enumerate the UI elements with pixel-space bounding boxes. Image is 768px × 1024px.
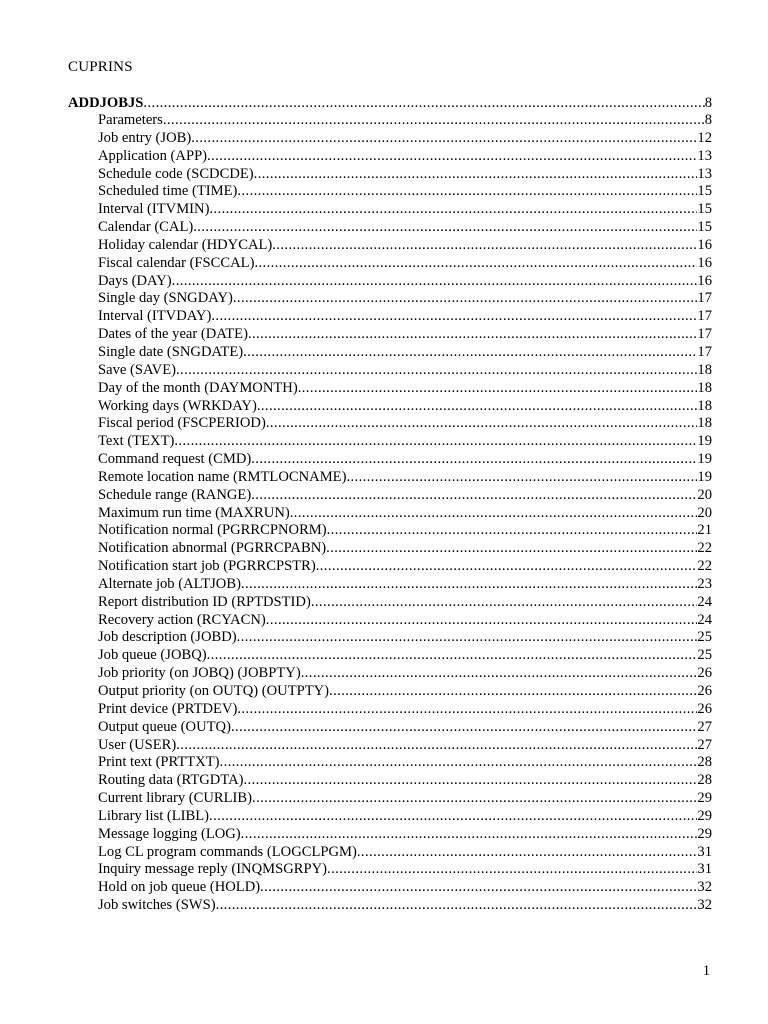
toc-entry-page-number: 17 bbox=[697, 326, 712, 343]
toc-subsection-entry[interactable] bbox=[68, 719, 712, 737]
toc-entry-page-number: 28 bbox=[697, 772, 712, 789]
toc-dot-leader bbox=[254, 166, 698, 184]
toc-entry-page-number: 24 bbox=[697, 593, 712, 610]
toc-subsection-entry[interactable] bbox=[68, 344, 712, 362]
toc-entry-page-number: 18 bbox=[697, 361, 712, 378]
toc-entry-page-number: 21 bbox=[697, 522, 712, 539]
toc-entry-page-number: 25 bbox=[697, 647, 712, 664]
toc-dot-leader bbox=[316, 558, 698, 576]
toc-subsection-entry[interactable] bbox=[68, 290, 712, 308]
toc-entry-label: Days (DAY) bbox=[98, 272, 172, 289]
toc-subsection-entry[interactable] bbox=[68, 540, 712, 558]
toc-entry-label: Job description (JOBD) bbox=[98, 629, 237, 646]
toc-dot-leader bbox=[241, 826, 698, 844]
toc-subsection-entry[interactable] bbox=[68, 522, 712, 540]
toc-entry-label: Calendar (CAL) bbox=[98, 219, 194, 236]
toc-entry-label: Routing data (RTGDTA) bbox=[98, 772, 244, 789]
toc-subsection-entry[interactable] bbox=[68, 844, 712, 862]
toc-entry-page-number: 28 bbox=[697, 754, 712, 771]
toc-entry-page-number: 20 bbox=[697, 504, 712, 521]
toc-entry-label: Job switches (SWS) bbox=[98, 897, 216, 914]
toc-dot-leader bbox=[327, 861, 697, 879]
toc-dot-leader bbox=[254, 255, 697, 273]
toc-dot-leader bbox=[143, 94, 704, 112]
toc-subsection-entry[interactable] bbox=[68, 683, 712, 701]
toc-subsection-entry[interactable] bbox=[68, 469, 712, 487]
toc-dot-leader bbox=[176, 737, 697, 755]
toc-dot-leader bbox=[241, 576, 697, 594]
toc-entry-page-number: 15 bbox=[697, 183, 712, 200]
toc-subsection-entry[interactable] bbox=[68, 790, 712, 808]
toc-entry-label: Hold on job queue (HOLD) bbox=[98, 879, 261, 896]
toc-entry-label: User (USER) bbox=[98, 736, 177, 753]
toc-dot-leader bbox=[326, 540, 697, 558]
toc-dot-leader bbox=[216, 897, 698, 915]
toc-entry-page-number: 8 bbox=[704, 112, 712, 128]
toc-entry-label: Single day (SNGDAY) bbox=[98, 290, 233, 307]
toc-entry-page-number: 18 bbox=[697, 379, 712, 396]
toc-entry-page-number: 16 bbox=[697, 272, 712, 289]
toc-subsection-entry[interactable] bbox=[68, 183, 712, 201]
toc-entry-page-number: 26 bbox=[697, 683, 712, 699]
toc-subsection-entry[interactable] bbox=[68, 647, 712, 665]
toc-entry-label: Alternate job (ALTJOB) bbox=[98, 575, 241, 592]
toc-entry-page-number: 26 bbox=[697, 700, 712, 717]
toc-entry-page-number: 19 bbox=[697, 451, 712, 468]
toc-subsection-entry[interactable] bbox=[68, 629, 712, 647]
toc-subsection-entry[interactable] bbox=[68, 737, 712, 755]
toc-dot-leader bbox=[252, 790, 697, 808]
toc-subsection-entry[interactable] bbox=[68, 255, 712, 273]
toc-entry-page-number: 13 bbox=[697, 147, 712, 164]
toc-subsection-entry[interactable] bbox=[68, 130, 712, 148]
toc-dot-leader bbox=[176, 362, 697, 380]
toc-entry-label: Maximum run time (MAXRUN) bbox=[98, 504, 290, 521]
toc-dot-leader bbox=[174, 433, 697, 451]
table-of-contents bbox=[68, 94, 712, 915]
toc-dot-leader bbox=[248, 326, 697, 344]
toc-entry-label: Parameters bbox=[98, 112, 163, 128]
toc-entry-page-number: 12 bbox=[697, 129, 712, 146]
toc-entry-label: Command request (CMD) bbox=[98, 451, 252, 468]
toc-subsection-entry[interactable] bbox=[68, 326, 712, 344]
toc-entry-label: Single date (SNGDATE) bbox=[98, 343, 244, 360]
toc-entry-page-number: 17 bbox=[697, 308, 712, 325]
toc-subsection-entry[interactable] bbox=[68, 612, 712, 630]
toc-subsection-entry[interactable] bbox=[68, 362, 712, 380]
toc-subsection-entry[interactable] bbox=[68, 451, 712, 469]
toc-entry-page-number: 26 bbox=[697, 665, 712, 682]
toc-subsection-entry[interactable] bbox=[68, 273, 712, 291]
toc-subsection-entry[interactable] bbox=[68, 576, 712, 594]
toc-entry-label: Print text (PRTTXT) bbox=[98, 754, 220, 771]
toc-dot-leader bbox=[301, 665, 698, 683]
toc-entry-page-number: 19 bbox=[697, 468, 712, 485]
page-number: 1 bbox=[702, 963, 710, 979]
toc-dot-leader bbox=[233, 290, 698, 308]
toc-entry-page-number: 17 bbox=[697, 290, 712, 307]
toc-subsection-entry[interactable] bbox=[68, 665, 712, 683]
toc-entry-page-number: 29 bbox=[697, 807, 712, 824]
toc-subsection-entry[interactable] bbox=[68, 861, 712, 879]
toc-entry-page-number: 23 bbox=[697, 575, 712, 592]
toc-subsection-entry[interactable] bbox=[68, 826, 712, 844]
toc-dot-leader bbox=[207, 647, 698, 665]
toc-dot-leader bbox=[163, 112, 705, 130]
toc-entry-label: Text (TEXT) bbox=[98, 433, 175, 450]
toc-subsection-entry[interactable] bbox=[68, 219, 712, 237]
toc-entry-label: Job queue (JOBQ) bbox=[98, 647, 207, 664]
toc-subsection-entry[interactable] bbox=[68, 398, 712, 416]
toc-subsection-entry[interactable] bbox=[68, 308, 712, 326]
toc-dot-leader bbox=[311, 594, 698, 612]
toc-entry-label: Application (APP) bbox=[98, 147, 208, 164]
toc-entry-page-number: 32 bbox=[697, 879, 712, 896]
toc-entry-label: Interval (ITVDAY) bbox=[98, 308, 212, 325]
toc-entry-page-number: 18 bbox=[697, 397, 712, 414]
toc-entry-label: Message logging (LOG) bbox=[98, 825, 241, 842]
toc-subsection-entry[interactable] bbox=[68, 808, 712, 826]
toc-entry-label: Notification start job (PGRRCPSTR) bbox=[98, 558, 316, 575]
toc-entry-label: Fiscal period (FSCPERIOD) bbox=[98, 415, 266, 432]
toc-subsection-entry[interactable] bbox=[68, 505, 712, 523]
toc-entry-label: Recovery action (RCYACN) bbox=[98, 611, 266, 628]
toc-dot-leader bbox=[237, 629, 698, 647]
toc-dot-leader bbox=[251, 487, 697, 505]
toc-dot-leader bbox=[231, 719, 697, 737]
toc-entry-label: Day of the month (DAYMONTH) bbox=[98, 379, 298, 396]
toc-entry-label: Job priority (on JOBQ) (JOBPTY) bbox=[98, 665, 301, 682]
toc-entry-page-number: 22 bbox=[697, 540, 712, 557]
toc-dot-leader bbox=[357, 844, 698, 862]
toc-dot-leader bbox=[266, 612, 698, 630]
toc-entry-page-number: 32 bbox=[697, 897, 712, 914]
toc-entry-label: Library list (LIBL) bbox=[98, 807, 210, 824]
toc-entry-label: Current library (CURLIB) bbox=[98, 790, 253, 807]
toc-subsection-entry[interactable] bbox=[68, 166, 712, 184]
toc-dot-leader bbox=[209, 201, 697, 219]
toc-entry-page-number: 31 bbox=[697, 861, 712, 878]
toc-subsection-entry[interactable] bbox=[68, 594, 712, 612]
toc-entry-page-number: 20 bbox=[697, 486, 712, 503]
toc-dot-leader bbox=[237, 183, 697, 201]
toc-entry-label: Output priority (on OUTQ) (OUTPTY) bbox=[98, 683, 330, 699]
toc-subsection-entry[interactable] bbox=[68, 201, 712, 219]
toc-subsection-entry[interactable] bbox=[68, 772, 712, 790]
toc-entry-label: Schedule range (RANGE) bbox=[98, 486, 252, 503]
toc-dot-leader bbox=[237, 701, 697, 719]
toc-dot-leader bbox=[290, 505, 698, 523]
toc-entry-page-number: 27 bbox=[697, 718, 712, 735]
toc-entry-page-number: 25 bbox=[697, 629, 712, 646]
toc-entry-page-number: 27 bbox=[697, 736, 712, 753]
toc-dot-leader bbox=[191, 130, 697, 148]
toc-subsection-entry[interactable] bbox=[68, 433, 712, 451]
toc-entry-page-number: 15 bbox=[697, 219, 712, 236]
toc-section-entry[interactable] bbox=[68, 94, 712, 112]
toc-entry-page-number: 8 bbox=[704, 95, 712, 111]
toc-dot-leader bbox=[329, 683, 697, 701]
toc-heading: CUPRINS bbox=[68, 59, 133, 75]
toc-subsection-entry[interactable] bbox=[68, 897, 712, 915]
toc-entry-page-number: 22 bbox=[697, 558, 712, 575]
toc-dot-leader bbox=[298, 380, 698, 398]
toc-dot-leader bbox=[346, 469, 697, 487]
toc-entry-label: Notification abnormal (PGRRCPABN) bbox=[98, 540, 327, 557]
toc-entry-page-number: 13 bbox=[697, 165, 712, 182]
toc-subsection-entry[interactable] bbox=[68, 701, 712, 719]
toc-subsection-entry[interactable] bbox=[68, 112, 712, 130]
toc-entry-label: Working days (WRKDAY) bbox=[98, 397, 257, 414]
toc-dot-leader bbox=[207, 148, 697, 166]
toc-entry-page-number: 29 bbox=[697, 790, 712, 807]
toc-dot-leader bbox=[327, 522, 698, 540]
toc-dot-leader bbox=[257, 398, 698, 416]
toc-subsection-entry[interactable] bbox=[68, 415, 712, 433]
toc-entry-label: Remote location name (RMTLOCNAME) bbox=[98, 468, 347, 485]
toc-entry-page-number: 16 bbox=[697, 254, 712, 271]
toc-entry-label: Inquiry message reply (INQMSGRPY) bbox=[98, 861, 328, 878]
toc-dot-leader bbox=[209, 808, 697, 826]
toc-dot-leader bbox=[172, 273, 698, 291]
toc-entry-page-number: 15 bbox=[697, 201, 712, 218]
toc-entry-label: Fiscal calendar (FSCCAL) bbox=[98, 254, 255, 271]
toc-subsection-entry[interactable] bbox=[68, 558, 712, 576]
toc-dot-leader bbox=[244, 772, 698, 790]
toc-dot-leader bbox=[272, 237, 697, 255]
toc-entry-label: Scheduled time (TIME) bbox=[98, 183, 238, 200]
toc-entry-label: Print device (PRTDEV) bbox=[98, 700, 238, 717]
toc-entry-label: Save (SAVE) bbox=[98, 361, 176, 378]
toc-entry-page-number: 17 bbox=[697, 343, 712, 360]
toc-entry-page-number: 31 bbox=[697, 843, 712, 860]
toc-dot-leader bbox=[220, 754, 698, 772]
toc-entry-label: Schedule code (SCDCDE) bbox=[98, 165, 254, 182]
toc-dot-leader bbox=[260, 879, 697, 897]
toc-subsection-entry[interactable] bbox=[68, 380, 712, 398]
toc-dot-leader bbox=[193, 219, 697, 237]
toc-entry-label: Output queue (OUTQ) bbox=[98, 718, 231, 735]
toc-entry-page-number: 18 bbox=[697, 415, 712, 432]
toc-entry-page-number: 24 bbox=[697, 611, 712, 628]
toc-entry-label: Report distribution ID (RPTDSTID) bbox=[98, 593, 311, 610]
toc-subsection-entry[interactable] bbox=[68, 487, 712, 505]
toc-dot-leader bbox=[251, 451, 697, 469]
toc-entry-label: Dates of the year (DATE) bbox=[98, 326, 248, 343]
toc-entry-label: ADDJOBJS bbox=[68, 95, 144, 111]
toc-subsection-entry[interactable] bbox=[68, 879, 712, 897]
toc-entry-label: Notification normal (PGRRCPNORM) bbox=[98, 522, 327, 539]
toc-dot-leader bbox=[211, 308, 697, 326]
toc-entry-page-number: 19 bbox=[697, 433, 712, 450]
toc-entry-label: Log CL program commands (LOGCLPGM) bbox=[98, 843, 357, 860]
toc-subsection-entry[interactable] bbox=[68, 148, 712, 166]
toc-subsection-entry[interactable] bbox=[68, 237, 712, 255]
toc-dot-leader bbox=[266, 415, 698, 433]
toc-entry-label: Job entry (JOB) bbox=[98, 129, 192, 146]
toc-dot-leader bbox=[243, 344, 697, 362]
toc-entry-label: Holiday calendar (HDYCAL) bbox=[98, 236, 273, 253]
toc-subsection-entry[interactable] bbox=[68, 754, 712, 772]
toc-entry-label: Interval (ITVMIN) bbox=[98, 201, 210, 218]
toc-entry-page-number: 16 bbox=[697, 236, 712, 253]
toc-entry-page-number: 29 bbox=[697, 825, 712, 842]
